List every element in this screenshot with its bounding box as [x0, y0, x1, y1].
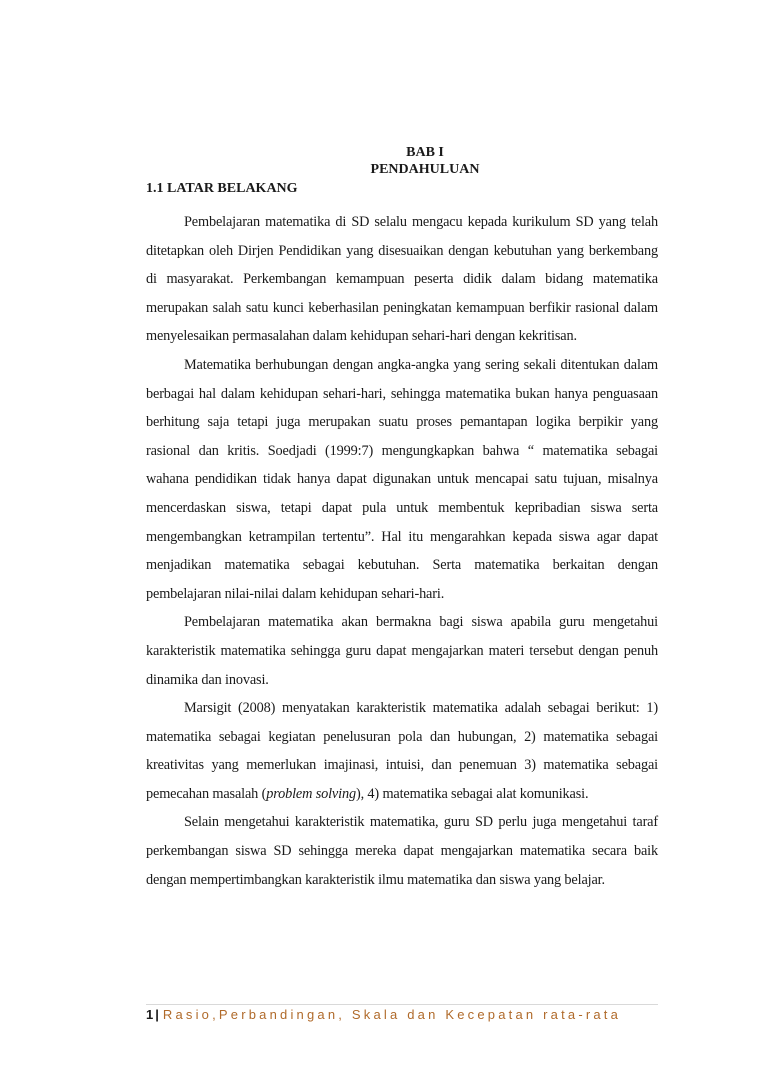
page-number: 1	[146, 1007, 154, 1022]
section-heading: 1.1 LATAR BELAKANG	[146, 181, 298, 196]
page-footer	[146, 1004, 658, 1022]
paragraph-3: Pembelajaran matematika akan bermakna bagi siswa apabila guru mengetahui karakteristik matematika sehingga guru dapat mengajarkan materi tersebut dengan penuh dinamika dan inovasi.	[146, 614, 658, 688]
chapter-number: BAB I	[406, 145, 444, 160]
document-page	[146, 144, 658, 894]
paragraph-2: Matematika berhubungan dengan angka-angka yang sering sekali ditentukan dalam berbagai hal dalam kehidupan sehari-hari, sehingga matematika bukan hanya penguasaan berhitung saja tetapi juga merupakan suatu proses pemantapan logika berpikir yang rasional dan kritis. Soedjadi (1999:7) mengungkapkan bahwa “ matematika sebagai wahana pendidikan tidak hanya dapat digunakan untuk mencapai satu tujuan, misalnya mencerdaskan siswa, tetapi dapat pula untuk membentuk kepribadian siswa serta mengembangkan ketrampilan tertentu”. Hal itu mengarahkan kepada siswa agar dapat menjadikan matematika sebagai kebutuhan. Serta matematika berkaitan dengan pembelajaran nilai-nilai dalam kehidupan sehari-hari.	[146, 356, 658, 602]
footer-separator: |	[155, 1007, 159, 1022]
paragraph-4	[146, 694, 658, 808]
paragraph-5: Selain mengetahui karakteristik matematika, guru SD perlu juga mengetahui taraf perkembangan siswa SD sehingga mereka dapat mengajarkan matematika secara baik dengan mempertimbangkan karakteristik ilmu matematika dan siswa yang belajar.	[146, 814, 658, 888]
paragraph-4-text-b: ), 4) matematika sebagai alat komunikasi.	[355, 785, 589, 802]
paragraph-1: Pembelajaran matematika di SD selalu mengacu kepada kurikulum SD yang telah ditetapkan oleh Dirjen Pendidikan yang disesuaikan dengan kebutuhan yang berkembang di masyarakat. Perkembangan kemampuan peserta didik dalam bidang matematika merupakan salah satu kunci keberhasilan peningkatan kemampuan berfikir rasional dalam menyelesaikan permasalahan dalam kehidupan sehari-hari dengan kekritisan.	[146, 214, 658, 345]
paragraph-4-italic-term: problem solving	[266, 785, 356, 802]
chapter-title: PENDAHULUAN	[370, 162, 480, 177]
paragraph-4-text-a: Marsigit (2008) menyatakan karakteristik matematika adalah sebagai berikut: 1) matematika sebagai kegiatan penelusuran pola dan hubungan, 2) matematika sebagai kreativitas yang memerlukan imajinasi, intuisi, dan penemuan 3) matematika sebagai pemecahan masalah (	[146, 700, 658, 802]
footer-running-title: Rasio,Perbandingan, Skala dan Kecepatan rata-rata	[162, 1007, 622, 1022]
